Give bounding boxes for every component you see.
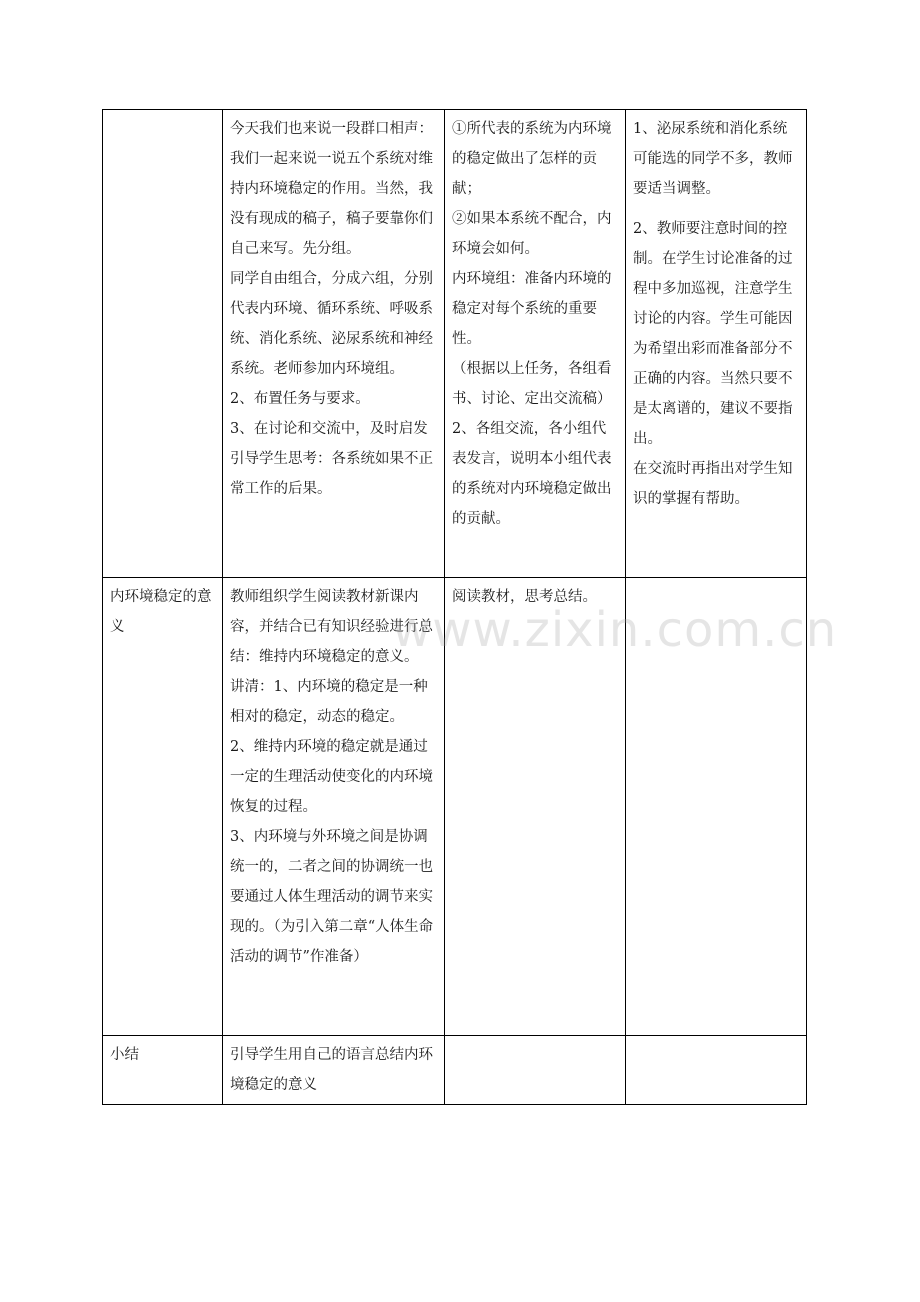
design-notes-cell: [626, 578, 807, 1036]
design-notes-cell: [626, 110, 807, 578]
section-cell: [103, 578, 223, 1036]
paragraph: 同学自由组合，分成六组，分别代表内环境、循环系统、呼吸系统、消化系统、泌尿系统和神经系统。老师参加内环境组。: [230, 271, 433, 377]
paragraph: ①所代表的系统为内环境的稳定做出了怎样的贡献；: [452, 121, 612, 197]
lesson-plan-table: [102, 109, 807, 1105]
section-cell: [103, 110, 223, 578]
paragraph: 3、在讨论和交流中，及时启发引导学生思考：各系统如果不正常工作的后果。: [230, 421, 433, 497]
section-title: 小结: [110, 1047, 139, 1063]
paragraph: 2、各组交流，各小组代表发言，说明本小组代表的系统对内环境稳定做出的贡献。: [452, 421, 612, 527]
student-activity-cell: [445, 110, 626, 578]
table-row: [103, 1036, 807, 1105]
teacher-activity-cell: [223, 578, 445, 1036]
paragraph: 教师组织学生阅读教材新课内容，并结合已有知识经验进行总结：维持内环境稳定的意义。: [230, 589, 433, 665]
paragraph: ②如果本系统不配合，内环境会如何。: [452, 211, 612, 257]
paragraph: 讲清：1、内环境的稳定是一种相对的稳定，动态的稳定。: [230, 679, 428, 725]
paragraph: 2、维持内环境的稳定就是通过一定的生理活动使变化的内环境恢复的过程。: [230, 739, 433, 815]
paragraph: 1、泌尿系统和消化系统可能选的同学不多，教师要适当调整。: [633, 121, 793, 197]
watermark: www.zixin.com.cn: [392, 602, 838, 658]
paragraph: 3、内环境与外环境之间是协调统一的，二者之间的协调统一也要通过人体生理活动的调节来实现的。（为引入第二章“人体生命活动的调节”作准备）: [230, 829, 434, 965]
paragraph: 引导学生用自己的语言总结内环境稳定的意义: [230, 1047, 433, 1093]
teacher-activity-cell: [223, 110, 445, 578]
student-activity-cell: [445, 578, 626, 1036]
student-activity-cell: [445, 1036, 626, 1105]
paragraph: 2、教师要注意时间的控制。在学生讨论准备的过程中多加巡视，注意学生讨论的内容。学生可能因为希望出彩而准备部分不正确的内容。当然只要不是太离谱的，建议不要指出。: [633, 221, 793, 447]
paragraph: 在交流时再指出对学生知识的掌握有帮助。: [633, 461, 793, 507]
design-notes-cell: [626, 1036, 807, 1105]
paragraph: 内环境组：准备内环境的稳定对每个系统的重要性。: [452, 271, 612, 347]
paragraph: 2、布置任务与要求。: [230, 391, 370, 407]
section-title: 内环境稳定的意义: [110, 589, 212, 635]
teacher-activity-cell: [223, 1036, 445, 1105]
paragraph: （根据以上任务，各组看书、讨论、定出交流稿）: [452, 361, 612, 407]
paragraph: 阅读教材，思考总结。: [452, 589, 597, 605]
paragraph: 今天我们也来说一段群口相声：: [230, 121, 433, 137]
section-cell: [103, 1036, 223, 1105]
paragraph: 我们一起来说一说五个系统对维持内环境稳定的作用。当然，我没有现成的稿子，稿子要靠你们自己来写。先分组。: [230, 151, 433, 257]
table-row: [103, 578, 807, 1036]
table-row: [103, 110, 807, 578]
